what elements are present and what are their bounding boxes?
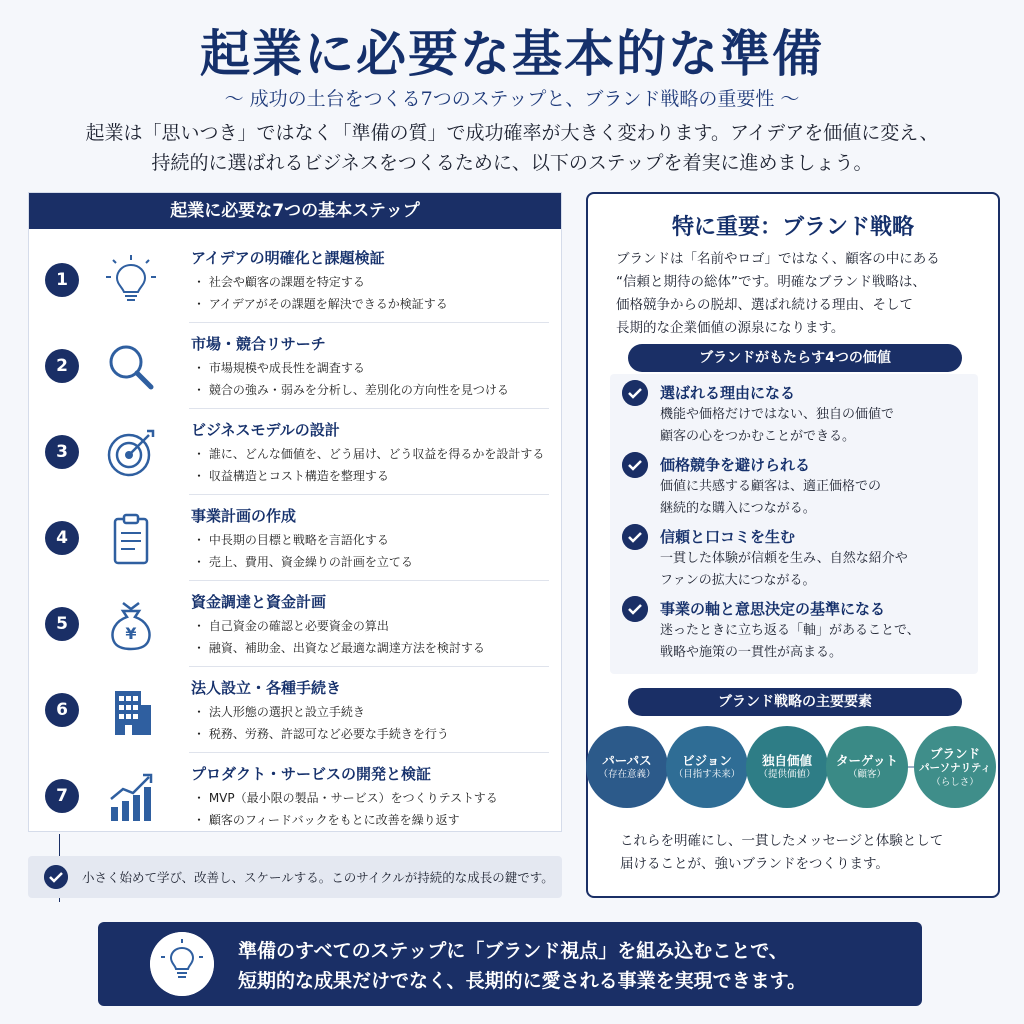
clipboard-icon — [103, 511, 159, 567]
intro-line: 持続的に選ばれるビジネスをつくるために、以下のステップを着実に進めましょう。 — [151, 152, 873, 174]
cycle-note-text: 小さく始めて学び、改善し、スケールする。このサイクルが持続的な成長の鍵です。 — [82, 870, 554, 885]
step-number: 6 — [45, 693, 79, 727]
step-item — [29, 581, 563, 667]
step-title: 事業計画の作成 — [191, 507, 297, 525]
magnifier-icon — [103, 339, 159, 395]
check-icon — [44, 865, 68, 889]
value-desc — [660, 620, 970, 664]
step-bullet: ・ 売上、費用、資金繰りの計画を立てる — [193, 555, 413, 569]
target-icon — [103, 425, 159, 481]
step-bullet: ・ MVP（最小限の製品・サービス）をつくりテストする — [193, 791, 498, 805]
value-desc — [660, 548, 970, 592]
element-unique-value — [746, 726, 828, 808]
step-bullet: ・ 誰に、どんな価値を、どう届け、どう収益を得るかを設計する — [193, 447, 545, 461]
step-bullet: ・ 顧客のフィードバックをもとに改善を繰り返す — [193, 813, 460, 827]
step-title: 法人設立・各種手続き — [191, 679, 342, 697]
step-item — [29, 667, 563, 753]
step-item — [29, 495, 563, 581]
element-target — [826, 726, 908, 808]
intro-text — [40, 118, 984, 178]
intro-line: 起業は「思いつき」ではなく「準備の質」で成功確率が大きく変わります。アイデアを価値に変え、 — [85, 122, 939, 144]
brand-intro-line: 長期的な企業価値の源泉になります。 — [616, 320, 845, 336]
step-bullet: ・ 競合の強み・弱みを分析し、差別化の方向性を見つける — [193, 383, 509, 397]
lightbulb-icon — [150, 932, 214, 996]
step-title: アイデアの明確化と課題検証 — [191, 249, 385, 267]
steps-panel-header: 起業に必要な7つの基本ステップ — [29, 193, 561, 229]
step-title: ビジネスモデルの設計 — [191, 421, 340, 439]
element-sublabel: （存在意義） — [598, 769, 656, 780]
step-bullet: ・ 法人形態の選択と設立手続き — [193, 705, 365, 719]
value-title: 信頼と口コミを生む — [660, 528, 796, 546]
value-desc-line: 継続的な購入につながる。 — [660, 501, 816, 516]
page-subtitle: 〜 成功の土台をつくる7つのステップと、ブランド戦略の重要性 〜 — [224, 88, 800, 110]
step-number: 3 — [45, 435, 79, 469]
step-bullet: ・ 税務、労務、許認可など必要な手続きを行う — [193, 727, 449, 741]
banner-text — [238, 936, 806, 996]
page-title: 起業に必要な基本的な準備 — [200, 24, 824, 83]
element-sublabel: （らしさ） — [931, 776, 979, 788]
value-desc — [660, 476, 970, 520]
element-purpose — [586, 726, 668, 808]
check-icon — [622, 452, 648, 478]
svg-text:¥: ¥ — [125, 624, 137, 643]
element-sublabel: （目指す未来） — [673, 769, 741, 780]
value-desc-line: 一貫した体験が信頼を生み、自然な紹介や — [660, 551, 908, 566]
element-vision — [666, 726, 748, 808]
element-personality — [914, 726, 996, 808]
brand-closing — [620, 830, 980, 876]
brand-intro — [616, 248, 986, 340]
step-item — [29, 237, 563, 323]
cycle-note — [28, 856, 562, 898]
step-title: プロダクト・サービスの開発と検証 — [191, 765, 432, 783]
value-desc-line: 迷ったときに立ち返る「軸」があることで、 — [660, 623, 920, 638]
brand-closing-line: 届けることが、強いブランドをつくります。 — [620, 856, 889, 872]
summary-banner — [98, 922, 922, 1006]
step-bullet: ・ 社会や顧客の課題を特定する — [193, 275, 365, 289]
building-icon — [103, 683, 159, 739]
banner-line: 準備のすべてのステップに「ブランド視点」を組み込むことで、 — [238, 940, 788, 962]
element-label: パーソナリティ — [918, 761, 992, 774]
step-number: 1 — [45, 263, 79, 297]
lightbulb-icon — [103, 253, 159, 309]
values-header: ブランドがもたらす4つの価値 — [628, 344, 962, 372]
value-title: 選ばれる理由になる — [660, 384, 796, 402]
element-label: ブランド — [929, 745, 980, 761]
check-icon — [622, 380, 648, 406]
step-item — [29, 323, 563, 409]
element-sublabel: （顧客） — [847, 769, 886, 780]
step-bullet: ・ 自己資金の確認と必要資金の算出 — [193, 619, 389, 633]
brand-panel-title: 特に重要：ブランド戦略 — [671, 215, 914, 240]
value-desc — [660, 404, 970, 448]
value-desc-line: 顧客の心をつかむことができる。 — [660, 429, 856, 444]
element-label: ターゲット — [835, 753, 898, 768]
value-desc-line: 戦略や施策の一貫性が高まる。 — [660, 645, 843, 660]
element-label: パーパス — [602, 753, 652, 768]
step-bullet: ・ 市場規模や成長性を調査する — [193, 361, 365, 375]
step-title: 資金調達と資金計画 — [191, 593, 327, 611]
step-bullet: ・ アイデアがその課題を解決できるか検証する — [193, 297, 448, 311]
check-icon — [622, 596, 648, 622]
step-number: 2 — [45, 349, 79, 383]
brand-intro-line: ブランドは「名前やロゴ」ではなく、顧客の中にある — [616, 251, 940, 267]
step-bullet: ・ 中長期の目標と戦略を言語化する — [193, 533, 389, 547]
brand-intro-line: “信頼と期待の総体”です。明確なブランド戦略は、 — [616, 274, 926, 290]
brand-closing-line: これらを明確にし、一貫したメッセージと体験として — [620, 833, 944, 849]
check-icon — [622, 524, 648, 550]
step-number: 4 — [45, 521, 79, 555]
element-label: 独自価値 — [761, 753, 812, 768]
value-desc-line: ファンの拡大につながる。 — [660, 573, 816, 588]
values-list — [610, 374, 978, 674]
money-bag-icon — [103, 597, 159, 653]
element-label: ビジョン — [682, 753, 732, 768]
brand-panel — [586, 192, 1000, 898]
step-title: 市場・競合リサーチ — [191, 335, 326, 353]
elements-header: ブランド戦略の主要要素 — [628, 688, 962, 716]
step-bullet: ・ 融資、補助金、出資など最適な調達方法を検討する — [193, 641, 485, 655]
step-number: 7 — [45, 779, 79, 813]
growth-chart-icon — [103, 769, 159, 825]
value-desc-line: 価値に共感する顧客は、適正価格での — [660, 479, 882, 494]
steps-panel — [28, 192, 562, 832]
value-desc-line: 機能や価格だけではない、独自の価値で — [660, 407, 895, 422]
step-number: 5 — [45, 607, 79, 641]
banner-line: 短期的な成果だけでなく、長期的に愛される事業を実現できます。 — [238, 970, 807, 992]
step-bullet: ・ 収益構造とコスト構造を整理する — [193, 469, 389, 483]
value-title: 価格競争を避けられる — [660, 456, 811, 474]
step-item — [29, 409, 563, 495]
element-sublabel: （提供価値） — [758, 769, 816, 780]
value-title: 事業の軸と意思決定の基準になる — [660, 600, 886, 618]
step-item — [29, 753, 563, 839]
brand-intro-line: 価格競争からの脱却、選ばれ続ける理由、そして — [616, 297, 913, 313]
